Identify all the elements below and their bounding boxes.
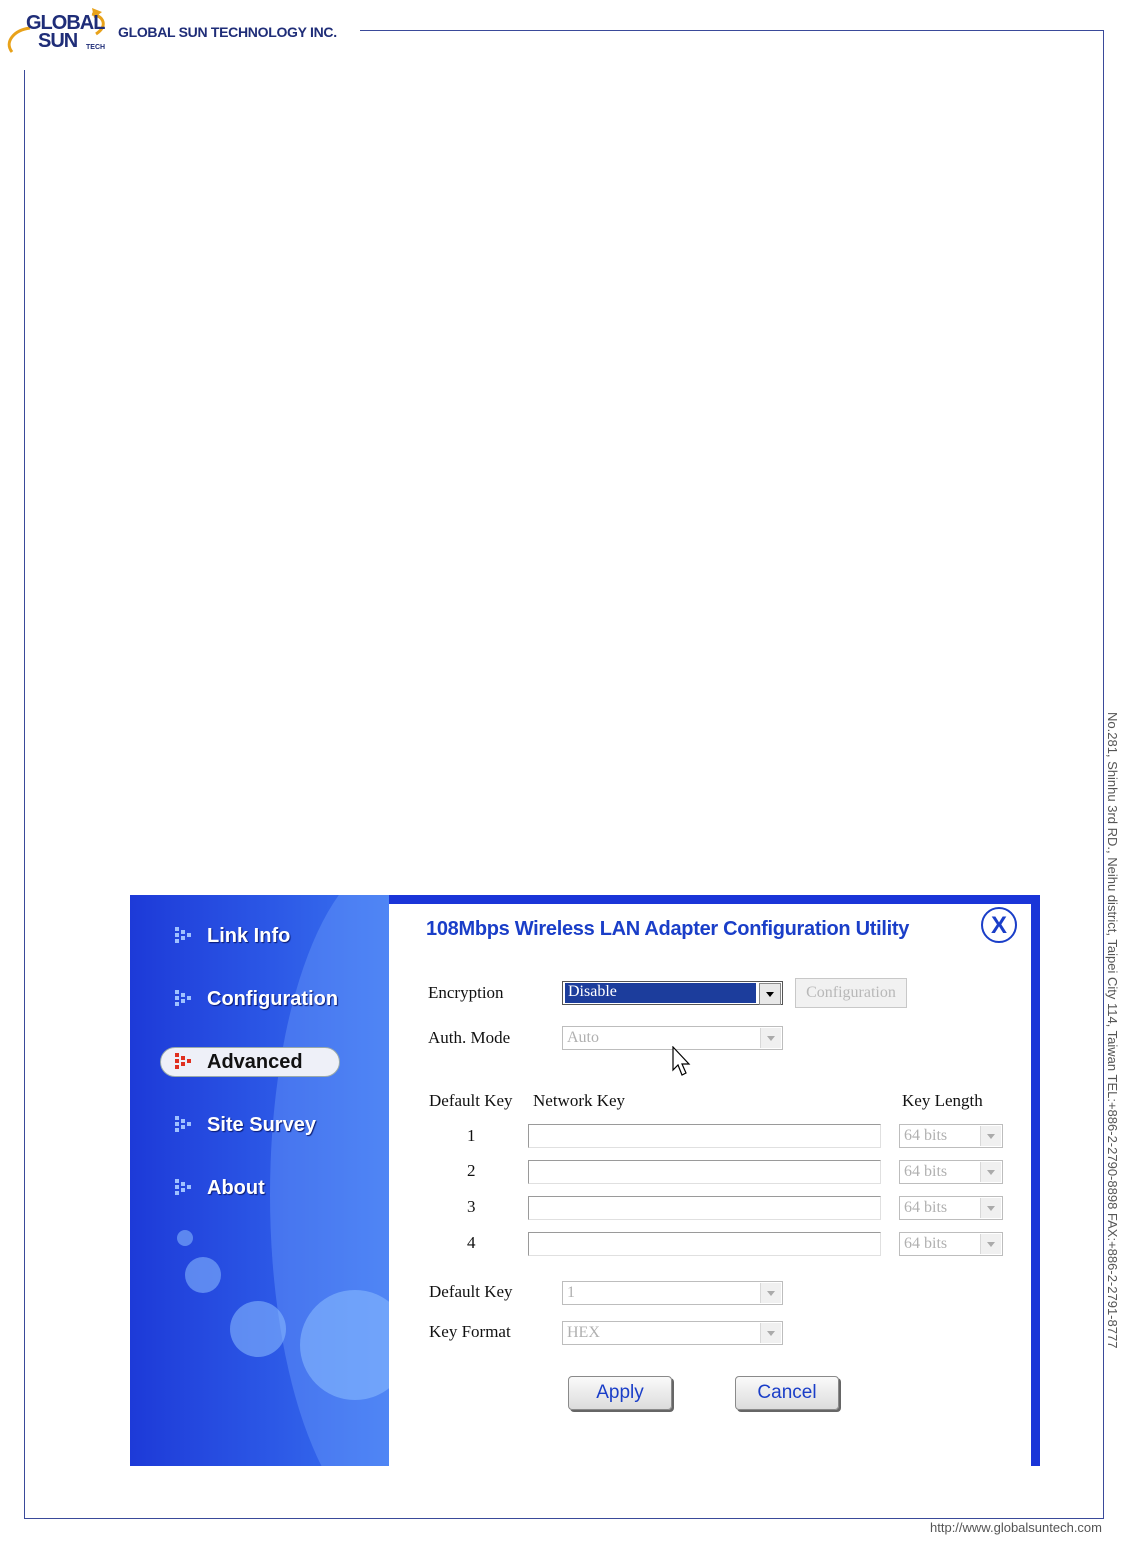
- key-length-select-2[interactable]: [899, 1160, 1003, 1184]
- network-key-input-2[interactable]: [528, 1160, 881, 1184]
- nav-label: Advanced: [207, 1050, 303, 1073]
- key-length-value: 64 bits: [904, 1127, 948, 1144]
- default-key-select[interactable]: [562, 1281, 783, 1305]
- default-key-label: Default Key: [429, 1282, 513, 1301]
- key-length-select-4[interactable]: [899, 1232, 1003, 1256]
- network-key-input-3[interactable]: [528, 1196, 881, 1220]
- key-format-label: Key Format: [429, 1322, 511, 1341]
- logo-word-sun: SUN: [38, 30, 78, 52]
- network-key-header: Network Key: [533, 1091, 626, 1110]
- default-key-value: 1: [567, 1284, 575, 1301]
- chevron-down-icon[interactable]: [980, 1198, 1001, 1218]
- nav-label: About: [207, 1176, 265, 1199]
- frame-left-line: [24, 70, 25, 1518]
- chevron-down-icon[interactable]: [760, 1028, 781, 1048]
- network-key-input-1[interactable]: [528, 1124, 881, 1148]
- address-text: No.281, Shinhu 3rd RD., Neihu district, Taipei City 114, Taiwan TEL:+886-2-2790-8898 FAX:+886-2-2791-8777: [1105, 712, 1120, 1349]
- encryption-label: Encryption: [428, 983, 504, 1002]
- logo-word-global: GLOBAL: [26, 12, 105, 34]
- key-index: 4: [467, 1233, 476, 1252]
- nav-about[interactable]: [175, 1173, 265, 1203]
- key-index: 2: [467, 1161, 476, 1180]
- network-key-input-4[interactable]: [528, 1232, 881, 1256]
- default-key-header: Default Key: [429, 1091, 513, 1110]
- bubble-decoration: [230, 1301, 286, 1357]
- nav-label: Site Survey: [207, 1113, 316, 1136]
- cancel-button[interactable]: Cancel: [735, 1376, 839, 1410]
- key-length-select-1[interactable]: [899, 1124, 1003, 1148]
- company-name: GLOBAL SUN TECHNOLOGY INC.: [118, 24, 337, 40]
- auth-mode-value: Auto: [567, 1029, 599, 1046]
- footer-url: http://www.globalsuntech.com: [930, 1520, 1102, 1535]
- nav-dots-icon: [175, 925, 193, 947]
- chevron-down-icon[interactable]: [980, 1126, 1001, 1146]
- nav-site-survey[interactable]: [175, 1110, 316, 1140]
- nav-label: Link Info: [207, 924, 291, 947]
- sidebar: [130, 895, 389, 1466]
- bubble-decoration: [177, 1230, 193, 1246]
- nav-advanced[interactable]: [160, 1047, 340, 1077]
- key-length-value: 64 bits: [904, 1235, 948, 1252]
- side-address: [1104, 712, 1124, 1520]
- chevron-down-icon[interactable]: [980, 1162, 1001, 1182]
- nav-dots-icon: [175, 1114, 193, 1136]
- key-index: 1: [467, 1126, 476, 1145]
- bubble-decoration: [185, 1257, 221, 1293]
- company-logo: [4, 4, 114, 64]
- close-button[interactable]: X: [981, 907, 1017, 943]
- nav-link-info[interactable]: [175, 921, 290, 951]
- key-length-value: 64 bits: [904, 1163, 948, 1180]
- configuration-button[interactable]: Configuration: [795, 978, 907, 1008]
- key-length-select-3[interactable]: [899, 1196, 1003, 1220]
- nav-dots-icon: [175, 1177, 193, 1199]
- apply-button[interactable]: Apply: [568, 1376, 672, 1410]
- frame-bottom-line: [24, 1518, 1104, 1519]
- chevron-down-icon[interactable]: [760, 1283, 781, 1303]
- encryption-value: Disable: [565, 983, 756, 1003]
- nav-label: Configuration: [207, 987, 339, 1010]
- key-format-select[interactable]: [562, 1321, 783, 1345]
- key-index: 3: [467, 1197, 476, 1216]
- window-title: 108Mbps Wireless LAN Adapter Configuration Utility: [426, 918, 910, 940]
- chevron-down-icon[interactable]: [759, 983, 781, 1005]
- app-window: [130, 895, 1040, 1466]
- mouse-cursor-icon: [672, 1046, 694, 1078]
- encryption-select[interactable]: [562, 981, 783, 1005]
- auth-mode-label: Auth. Mode: [428, 1028, 511, 1047]
- key-length-value: 64 bits: [904, 1199, 948, 1216]
- frame-top-line: [360, 30, 1104, 31]
- advanced-panel: [389, 904, 1031, 1466]
- key-format-value: HEX: [567, 1324, 600, 1341]
- logo-word-tech: TECH: [86, 44, 106, 51]
- chevron-down-icon[interactable]: [980, 1234, 1001, 1254]
- key-length-header: Key Length: [902, 1091, 983, 1110]
- nav-dots-icon: [175, 988, 193, 1010]
- nav-configuration[interactable]: [175, 984, 338, 1014]
- chevron-down-icon[interactable]: [760, 1323, 781, 1343]
- nav-dots-icon: [175, 1051, 193, 1073]
